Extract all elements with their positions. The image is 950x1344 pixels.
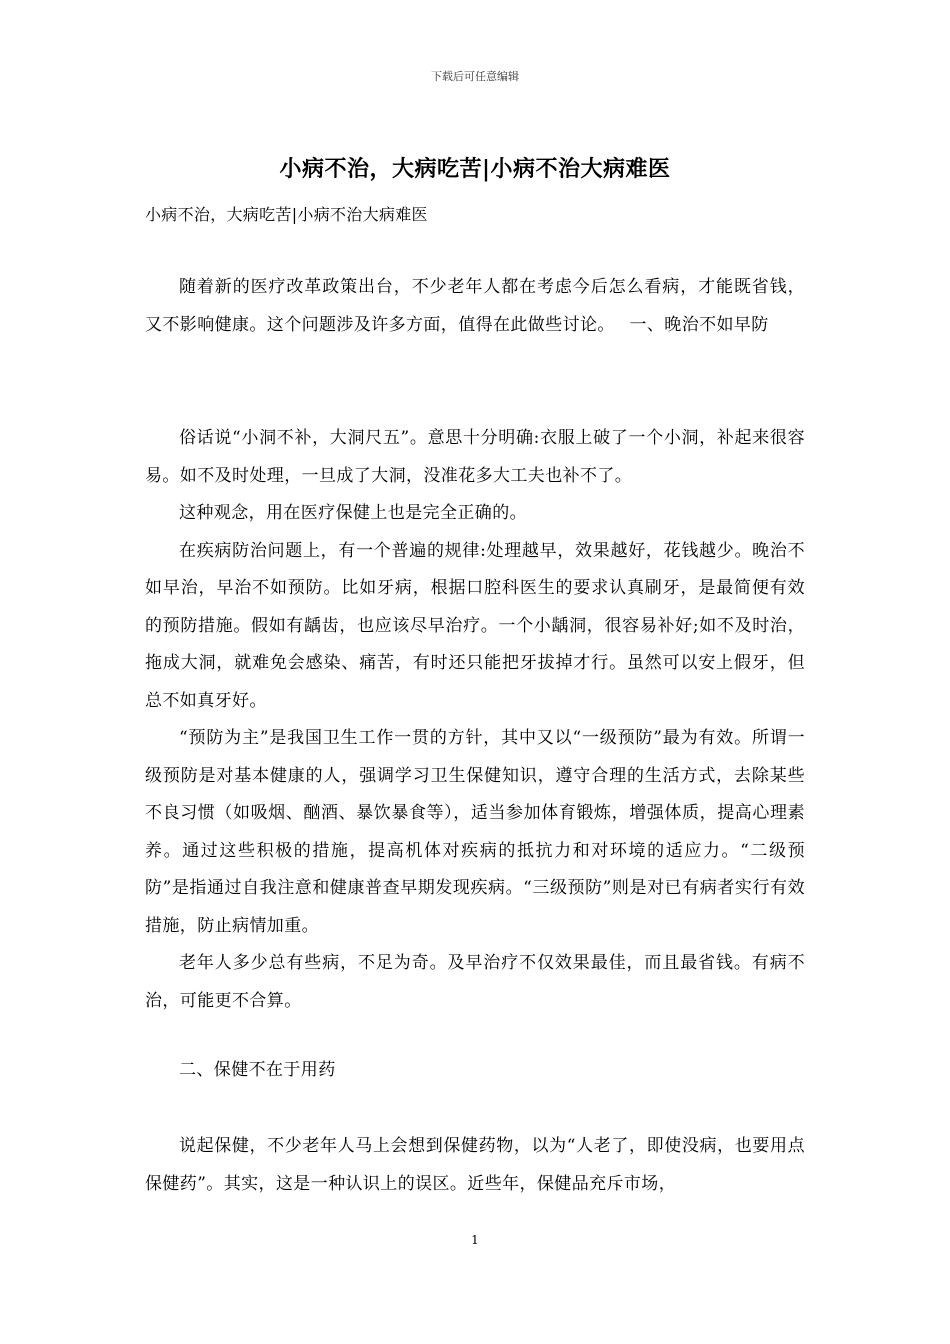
paragraph-intro: 随着新的医疗改革政策出台，不少老年人都在考虑今后怎么看病，才能既省钱，又不影响健康。这个问题涉及许多方面，值得在此做些讨论。 一、晚治不如早防 bbox=[145, 277, 805, 335]
tail-section bbox=[145, 1128, 805, 1203]
header-note: 下载后可任意编辑 bbox=[431, 70, 519, 83]
document-subtitle: 小病不治，大病吃苦|小病不治大病难医 bbox=[145, 205, 428, 224]
paragraph-6: 说起保健，不少老年人马上会想到保健药物，以为“人老了，即使没病，也要用点保健药”。其实，这是一种认识上的误区。近些年，保健品充斥市场， bbox=[145, 1136, 805, 1194]
heading-2: 二、保健不在于用药 bbox=[179, 1060, 336, 1080]
paragraph-3: 在疾病防治问题上，有一个普遍的规律:处理越早，效果越好，花钱越少。晚治不如早治，早治不如预防。比如牙病，根据口腔科医生的要求认真刷牙，是最简便有效的预防措施。假如有龋齿，也应该尽早治疗。一个小龋洞，很容易补好;如不及时治，拖成大洞，就难免会感染、痛苦，有时还只能把牙拔掉才行。虽然可以安上假牙，但总不如真牙好。 bbox=[145, 540, 805, 711]
intro-section bbox=[145, 269, 805, 344]
page-number: 1 bbox=[471, 1233, 479, 1247]
main-body bbox=[145, 420, 805, 1020]
document-title: 小病不治，大病吃苦|小病不治大病难医 bbox=[279, 156, 671, 182]
paragraph-4: “预防为主”是我国卫生工作一贯的方针，其中又以“一级预防”最为有效。所谓一级预防是对基本健康的人，强调学习卫生保健知识，遵守合理的生活方式，去除某些不良习惯（如吸烟、酗酒、暴饮暴食等），适当参加体育锻炼，增强体质，提高心理素养。通过这些积极的措施，提高机体对疾病的抵抗力和对环境的适应力。“二级预防”是指通过自我注意和健康普查早期发现疾病。“三级预防”则是对已有病者实行有效措施，防止病情加重。 bbox=[145, 728, 805, 936]
paragraph-2: 这种观念，用在医疗保健上也是完全正确的。 bbox=[179, 503, 527, 523]
paragraph-5: 老年人多少总有些病，不足为奇。及早治疗不仅效果最佳，而且最省钱。有病不治，可能更不合算。 bbox=[145, 953, 805, 1011]
paragraph-1: 俗话说“小洞不补，大洞尺五”。意思十分明确:衣服上破了一个小洞，补起来很容易。如不及时处理，一旦成了大洞，没准花多大工夫也补不了。 bbox=[145, 428, 805, 486]
section-heading-2 bbox=[145, 1052, 805, 1090]
